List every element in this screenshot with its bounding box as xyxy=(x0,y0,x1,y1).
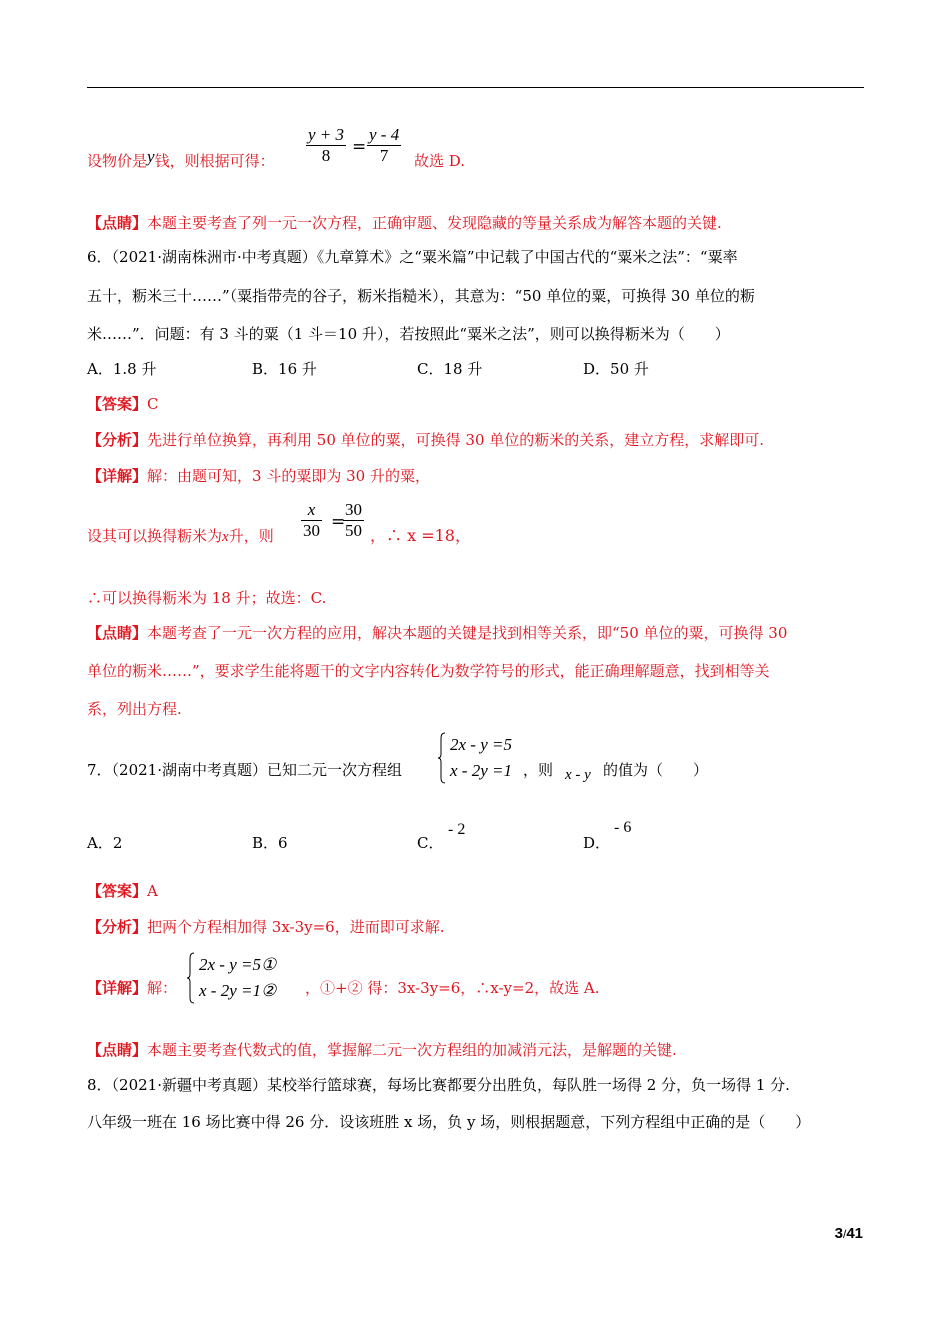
q7-stem-suffix: 的值为（ ） xyxy=(603,761,709,779)
q6-answer: 【答案】C xyxy=(87,395,159,413)
q6-stem-line2: 五十，粝米三十……”（粟指带壳的谷子，粝米指糙米），其意为：“50 单位的粟，可换得 30 单位的粝 xyxy=(87,287,755,305)
q7-option-c-value: - 2 xyxy=(448,821,466,838)
q7-stem-mid: ，则 xyxy=(523,761,554,779)
q7-comment: 【点睛】本题主要考查代数式的值，掌握解二元一次方程组的加减消元法，是解题的关键. xyxy=(87,1041,677,1059)
q5-fraction-right: $\frac{y - 4}{7}$ xyxy=(369,125,400,165)
q6-equals: = xyxy=(331,512,346,532)
page-number: 3/41 xyxy=(834,1225,863,1242)
q7-analysis: 【分析】把两个方程相加得 3x-3y=6，进而即可求解. xyxy=(87,918,445,936)
q6-fraction-right: $\frac{30}{50}$ xyxy=(345,500,362,540)
q7-detail-prefix: 【详解】解： xyxy=(87,979,178,997)
q7-answer: 【答案】A xyxy=(87,882,158,900)
q6-stem-line1: 6．（2021·湖南株洲市·中考真题）《九章算术》之“粟米篇”中记载了中国古代的“粟米之法”：“粟率 xyxy=(87,248,738,266)
q6-option-a: A．1.8 升 xyxy=(87,360,157,378)
q7-option-b: B．6 xyxy=(252,834,288,852)
q7-expression: x - y xyxy=(565,767,591,783)
q7-detail-system: 2x - y =5① x - 2y =1② xyxy=(187,952,276,1004)
q6-result: ，∴ x =18， xyxy=(370,526,471,545)
q6-stem-line3: 米……”．问题：有 3 斗的粟（1 斗＝10 升），若按照此“粟米之法”，则可以换得粝米为（ ） xyxy=(87,325,730,343)
q6-comment-line1: 【点睛】本题考查了一元一次方程的应用，解决本题的关键是找到相等关系，即“50 单位的粟，可换得 30 xyxy=(87,624,788,642)
q7-option-d-value: - 6 xyxy=(614,819,632,836)
q7-stem-prefix: 7．（2021·湖南中考真题）已知二元一次方程组 xyxy=(87,761,402,779)
q6-comment-line2: 单位的粝米……”，要求学生能将题干的文字内容转化为数学符号的形式，能正确理解题意，找到相等关 xyxy=(87,662,770,680)
q6-comment-line3: 系，列出方程. xyxy=(87,700,182,718)
q7-option-c: C． xyxy=(417,834,444,852)
q5-conclusion-line: 设物价是y钱，则根据可得： xyxy=(87,147,275,170)
q6-detail: 【详解】解：由题可知，3 斗的粟即为 30 升的粟， xyxy=(87,467,430,485)
brace-icon xyxy=(438,732,446,784)
q8-stem-line1: 8．（2021·新疆中考真题）某校举行篮球赛，每场比赛都要分出胜负，每队胜一场得 2 分，负一场得 1 分. xyxy=(87,1076,790,1094)
q5-fraction-left: $\frac{y + 3}{8}$ xyxy=(308,125,345,165)
q6-option-c: C．18 升 xyxy=(417,360,483,378)
q7-detail-suffix: ，①+② 得：3x-3y=6，∴x-y=2，故选 A. xyxy=(305,979,600,997)
q5-choice: 故选 D. xyxy=(414,152,466,170)
q7-option-a: A．2 xyxy=(87,834,123,852)
q6-setup-line: 设其可以换得粝米为x升，则 xyxy=(87,527,274,545)
q5-equals: = xyxy=(352,137,367,157)
q5-comment: 【点睛】本题主要考查了列一元一次方程，正确审题、发现隐藏的等量关系成为解答本题的关键. xyxy=(87,214,722,232)
q6-fraction-left: $\frac{x}{30}$ xyxy=(303,500,320,540)
brace-icon xyxy=(187,952,195,1004)
q7-equation-system: 2x - y =5 x - 2y =1 xyxy=(438,732,512,784)
q7-option-d: D． xyxy=(583,834,611,852)
q6-conclusion: ∴可以换得粝米为 18 升；故选：C. xyxy=(87,589,327,607)
q8-stem-line2: 八年级一班在 16 场比赛中得 26 分．设该班胜 x 场，负 y 场，则根据题意，下列方程组中正确的是（ ） xyxy=(87,1113,811,1131)
header-rule xyxy=(87,87,864,88)
q6-analysis: 【分析】先进行单位换算，再利用 50 单位的粟，可换得 30 单位的粝米的关系，建立方程，求解即可. xyxy=(87,431,765,449)
q6-option-b: B．16 升 xyxy=(252,360,317,378)
q6-option-d: D．50 升 xyxy=(583,360,649,378)
